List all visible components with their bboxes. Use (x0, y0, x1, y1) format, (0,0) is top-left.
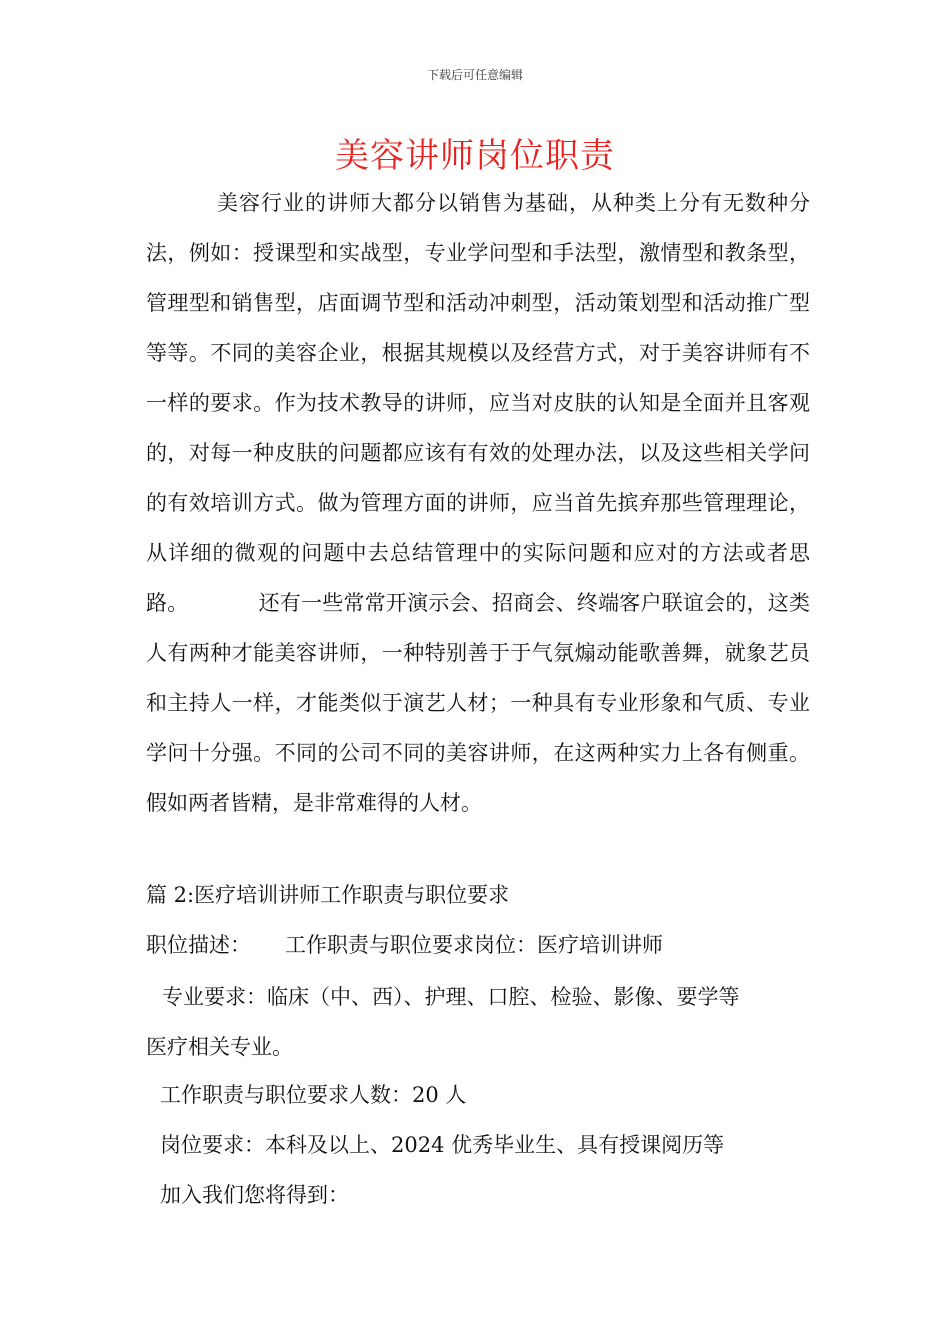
headcount-line: 工作职责与职位要求人数：20 人 (160, 1083, 467, 1107)
position-requirements-line: 岗位要求：本科及以上、2024 优秀毕业生、具有授课阅历等 (160, 1133, 725, 1157)
header-note: 下载后可任意编辑 (426, 68, 523, 82)
section-heading: 篇 2:医疗培训讲师工作职责与职位要求 (146, 883, 510, 907)
document-title: 美容讲师岗位职责 (335, 136, 615, 176)
body-paragraph (146, 178, 810, 828)
job-description-value: 工作职责与职位要求岗位：医疗培训讲师 (285, 933, 663, 957)
paragraph-text-part1: 美容行业的讲师大都分以销售为基础，从种类上分有无数种分法，例如：授课型和实战型，专业学问型和手法型，激情型和教条型，管理型和销售型，店面调节型和活动冲刺型，活动策划型和活动推广型等等。不同的美容企业，根据其规模以及经营方式，对于美容讲师有不一样的要求。作为技术教导的讲师，应当对皮肤的认知是全面并且客观的，对每一种皮肤的问题都应该有有效的处理办法，以及这些相关学问的有效培训方式。做为管理方面的讲师，应当首先摈弃那些管理理论，从详细的微观的问题中去总结管理中的实际问题和应对的方法或者思路。 (146, 191, 810, 615)
job-description-line (146, 930, 810, 960)
major-requirement-continuation: 医疗相关专业。 (146, 1035, 293, 1059)
join-us-line: 加入我们您将得到： (160, 1183, 349, 1207)
major-requirement-line: 专业要求：临床（中、西）、护理、口腔、检验、影像、要学等 (162, 985, 740, 1009)
paragraph-text-part2: 还有一些常常开演示会、招商会、终端客户联谊会的，这类人有两种才能美容讲师，一种特别善于于气氛煽动能歌善舞，就象艺员和主持人一样，才能类似于演艺人材；一种具有专业形象和气质、专业学问十分强。不同的公司不同的美容讲师，在这两种实力上各有侧重。假如两者皆精，是非常难得的人材。 (146, 591, 811, 815)
job-description-label: 职位描述： (146, 933, 251, 957)
